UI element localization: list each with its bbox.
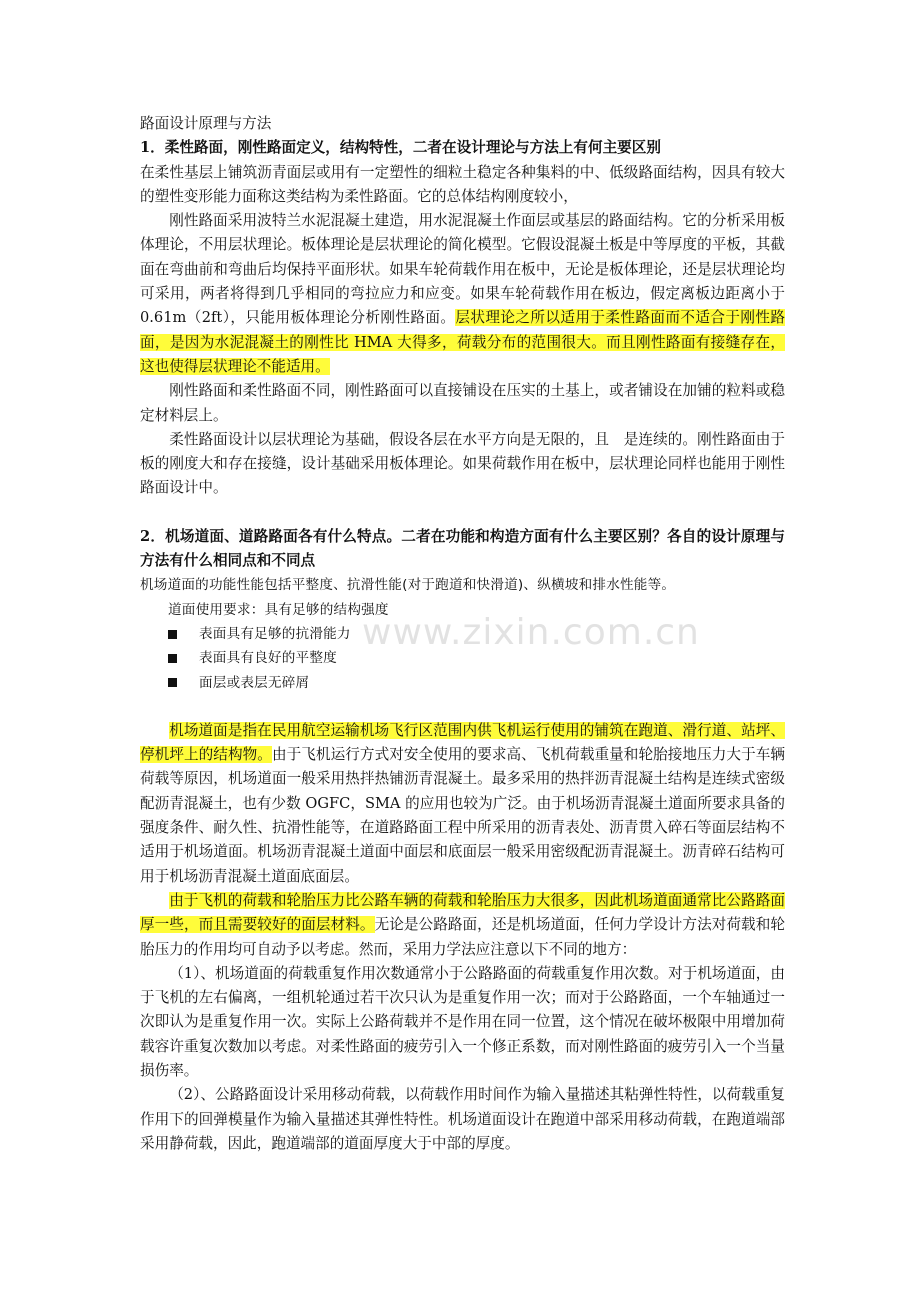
q1-paragraph-3: 刚性路面和柔性路面不同，刚性路面可以直接铺设在压实的土基上，或者铺设在加铺的粒料或稳定材料层上。 bbox=[140, 382, 785, 424]
section-gap bbox=[140, 501, 785, 525]
square-bullet-icon bbox=[168, 678, 177, 687]
bullet-text: 表面具有良好的平整度 bbox=[199, 650, 337, 667]
square-bullet-icon bbox=[168, 630, 177, 639]
document-title: 路面设计原理与方法 bbox=[140, 115, 272, 132]
bullet-text: 表面具有足够的抗滑能力 bbox=[199, 625, 351, 642]
square-bullet-icon bbox=[168, 654, 177, 663]
q1-paragraph-2 bbox=[140, 209, 785, 379]
q1-paragraph-1: 在柔性基层上铺筑沥青面层或用有一定塑性的细粒土稳定各种集料的中、低级路面结构，因具有较大的塑性变形能力面称这类结构为柔性路面。它的总体结构刚度较小， bbox=[140, 163, 785, 205]
q2-paragraph-3-text: 无论是公路路面，还是机场道面，任何力学设计方法对荷载和轮胎压力的作用均可自动予以考虑。然而，采用力学法应注意以下不同的地方： bbox=[140, 916, 785, 958]
question-1-heading: 1．柔性路面，刚性路面定义，结构特性，二者在设计理论与方法上有何主要区别 bbox=[140, 139, 661, 157]
bullet-text: 面层或表层无碎屑 bbox=[199, 674, 310, 691]
q1-paragraph-2-text: 刚性路面采用波特兰水泥混凝土建造，用水泥混凝土作面层或基层的路面结构。它的分析采用板体理论，不用层状理论。板体理论是层状理论的简化模型。它假设混凝土板是中等厚度的平板，其截面在弯曲前和弯曲后均保持平面形状。如果车轮荷载作用在板中，无论是板体理论，还是层状理论均可采用，两者将得到几乎相同的弯拉应力和应变。如果车轮荷载作用在板边，假定离板边距离小于 0.61m（2ft），只能用板体理论分析刚性路面。 bbox=[140, 212, 785, 327]
watermark: www.zixin.com.cn bbox=[362, 612, 700, 653]
q2-paragraph-4: （1）、机场道面的荷载重复作用次数通常小于公路路面的荷载重复作用次数。对于机场道面，由于飞机的左右偏离，一组机轮通过若干次只认为是重复作用一次；而对于公路路面，一个车轴通过一次即认为是重复作用一次。实际上公路荷载并不是作用在同一位置，这个情况在破坏极限中用增加荷载容许重复次数加以考虑。对柔性路面的疲劳引入一个修正系数，而对刚性路面的疲劳引入一个当量损伤率。 bbox=[140, 964, 785, 1079]
q2-requirement: 道面使用要求：具有足够的结构强度 bbox=[168, 601, 389, 618]
q2-paragraph-3 bbox=[140, 889, 785, 962]
section-gap bbox=[140, 695, 785, 719]
q2-highlighted-text-2: 由于飞机的荷载和轮胎压力比公路车辆的荷载和轮胎压力大很多，因此机场道面通常比公路路面厚一些，而且需要较好的面层材料。 bbox=[140, 891, 785, 934]
q2-paragraph-2 bbox=[140, 719, 785, 889]
q1-highlighted-text: 层状理论之所以适用于柔性路面而不适合于刚性路面，是因为水泥混凝土的刚性比 HMA 大得多，荷载分布的范围很大。而且刚性路面有接缝存在，这也使得层状理论不能适用。 bbox=[140, 309, 785, 375]
q2-paragraph-2-text: 由于飞机运行方式对安全使用的要求高、飞机荷载重量和轮胎接地压力大于车辆荷载等原因，机场道面一般采用热拌热铺沥青混凝土。最多采用的热拌沥青混凝土结构是连续式密级配沥青混凝土，也有少数 OGFC，SMA 的应用也较为广泛。由于机场沥青混凝土道面所要求具备的强度条件、耐久性、抗滑性能等，在道路路面工程中所采用的沥青表处、沥青贯入碎石等面层结构不适用于机场道面。机场沥青混凝土道面中面层和底面层一般采用密级配沥青混凝土。沥青碎石结构可用于机场沥青混凝土道面底面层。 bbox=[140, 746, 785, 885]
q1-paragraph-4: 柔性路面设计以层状理论为基础，假设各层在水平方向是无限的，且 是连续的。刚性路面由于板的刚度大和存在接缝，设计基础采用板体理论。如果荷载作用在板中，层状理论同样也能用于刚性路面设计中。 bbox=[140, 430, 785, 497]
q2-highlighted-text-1: 机场道面是指在民用航空运输机场飞行区范围内供飞机运行使用的铺筑在跑道、滑行道、站坪、停机坪上的结构物。 bbox=[140, 721, 785, 764]
question-2-heading: 2．机场道面、道路路面各有什么特点。二者在功能和构造方面有什么主要区别？各自的设计原理与方法有什么相同点和不同点 bbox=[140, 527, 785, 570]
bullet-item bbox=[140, 671, 785, 695]
q2-paragraph-5: （2）、公路路面设计采用移动荷载，以荷载作用时间作为输入量描述其粘弹性特性，以荷载重复作用下的回弹模量作为输入量描述其弹性特性。机场道面设计在跑道中部采用移动荷载，在跑道端部采用静荷载，因此，跑道端部的道面厚度大于中部的厚度。 bbox=[140, 1086, 785, 1152]
q2-paragraph-1: 机场道面的功能性能包括平整度、抗滑性能(对于跑道和快滑道)、纵横坡和排水性能等。 bbox=[140, 577, 676, 594]
